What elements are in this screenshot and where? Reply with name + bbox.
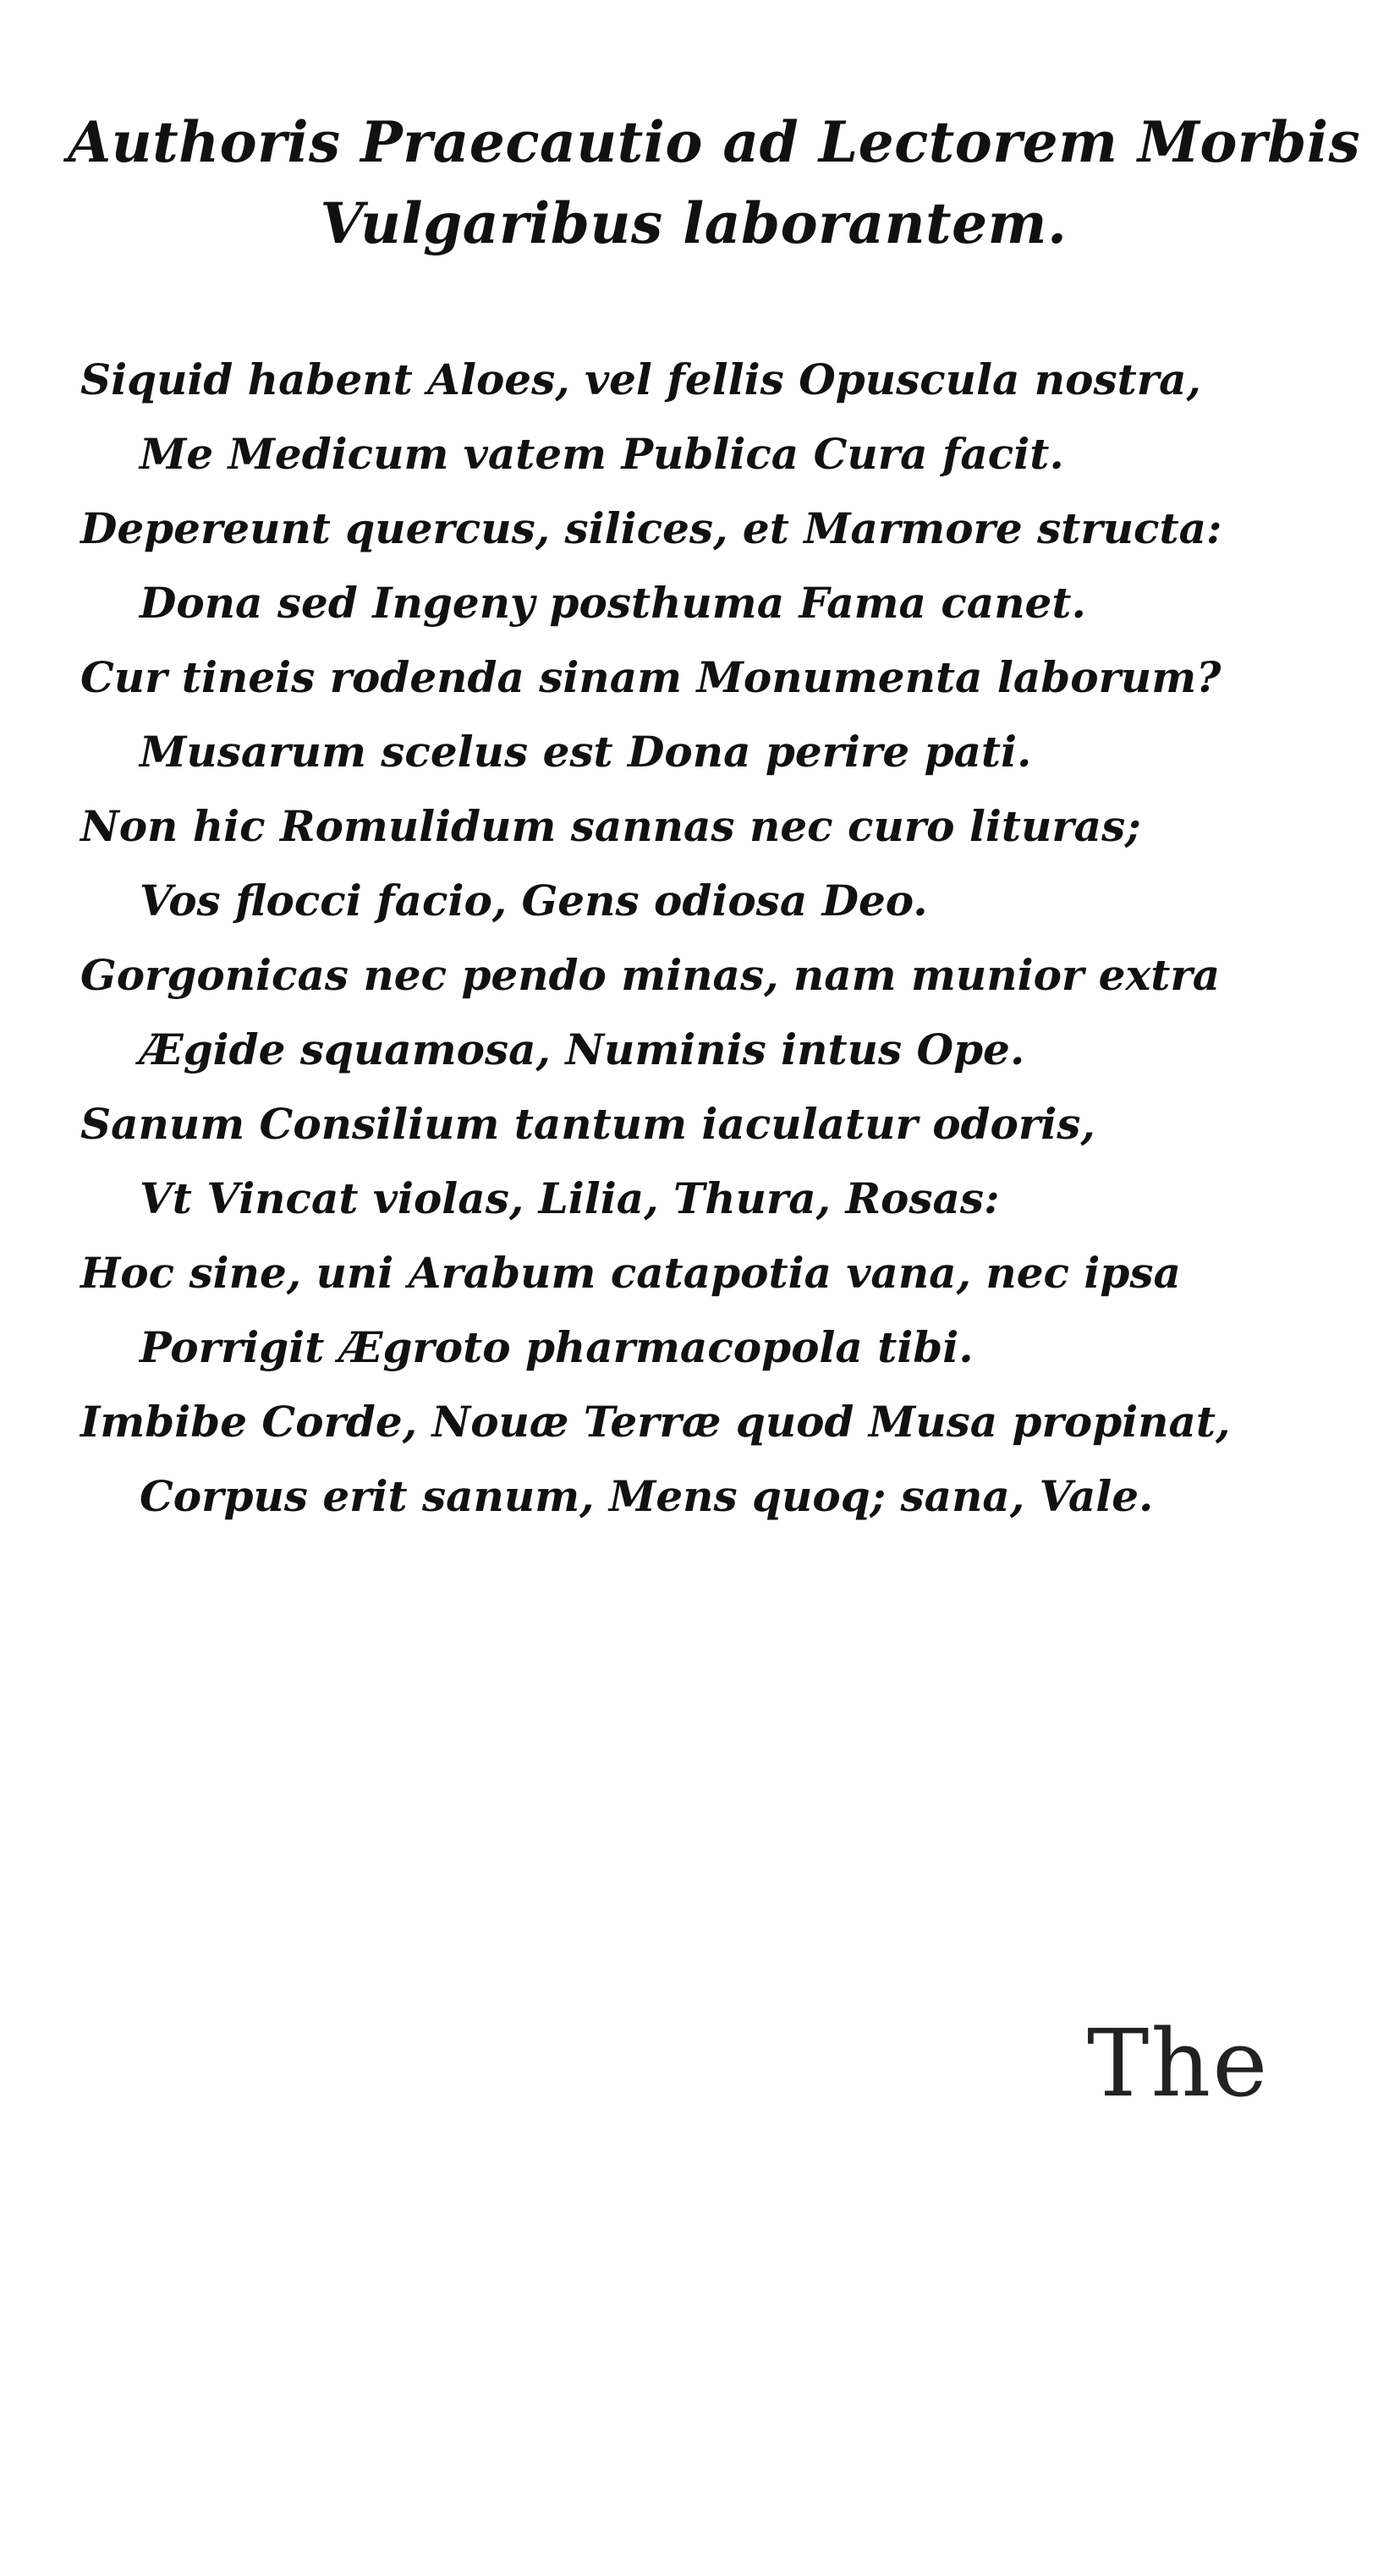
poem-line: Siquid habent Aloes, vel fellis Opuscula nostra, [80,354,1201,404]
poem-line: Musarum scelus est Dona perire pati. [140,727,1032,777]
poem-line: Corpus erit sanum, Mens quoq; sana, Vale. [140,1471,1154,1521]
catchword: The [1087,2009,1270,2117]
title-line-1: Authoris Praecautio ad Lectorem Morbis [68,109,1361,175]
poem-line: Vt Vincat violas, Lilia, Thura, Rosas: [140,1173,1000,1223]
poem-line: Me Medicum vatem Publica Cura facit. [140,429,1064,479]
poem-line: Ægide squamosa, Numinis intus Ope. [140,1024,1025,1074]
poem-line: Gorgonicas nec pendo minas, nam munior extra [80,950,1221,1000]
title-line-2: Vulgaribus laborantem. [320,190,1068,256]
poem-line: Imbibe Corde, Nouæ Terræ quod Musa propinat, [80,1397,1231,1447]
page-title [68,102,1361,264]
poem-line: Cur tineis rodenda sinam Monumenta laborum? [80,652,1222,702]
poem-line: Vos flocci facio, Gens odiosa Deo. [140,876,928,925]
poem-line: Porrigit Ægroto pharmacopola tibi. [140,1322,974,1372]
poem-line: Sanum Consilium tantum iaculatur odoris, [80,1099,1095,1149]
poem-line: Hoc sine, uni Arabum catapotia vana, nec ipsa [80,1248,1181,1298]
poem [80,343,1248,1534]
poem-line: Depereunt quercus, silices, et Marmore structa: [80,503,1222,553]
poem-line: Dona sed Ingeny posthuma Fama canet. [140,578,1086,628]
poem-line: Non hic Romulidum sannas nec curo lituras; [80,801,1141,851]
